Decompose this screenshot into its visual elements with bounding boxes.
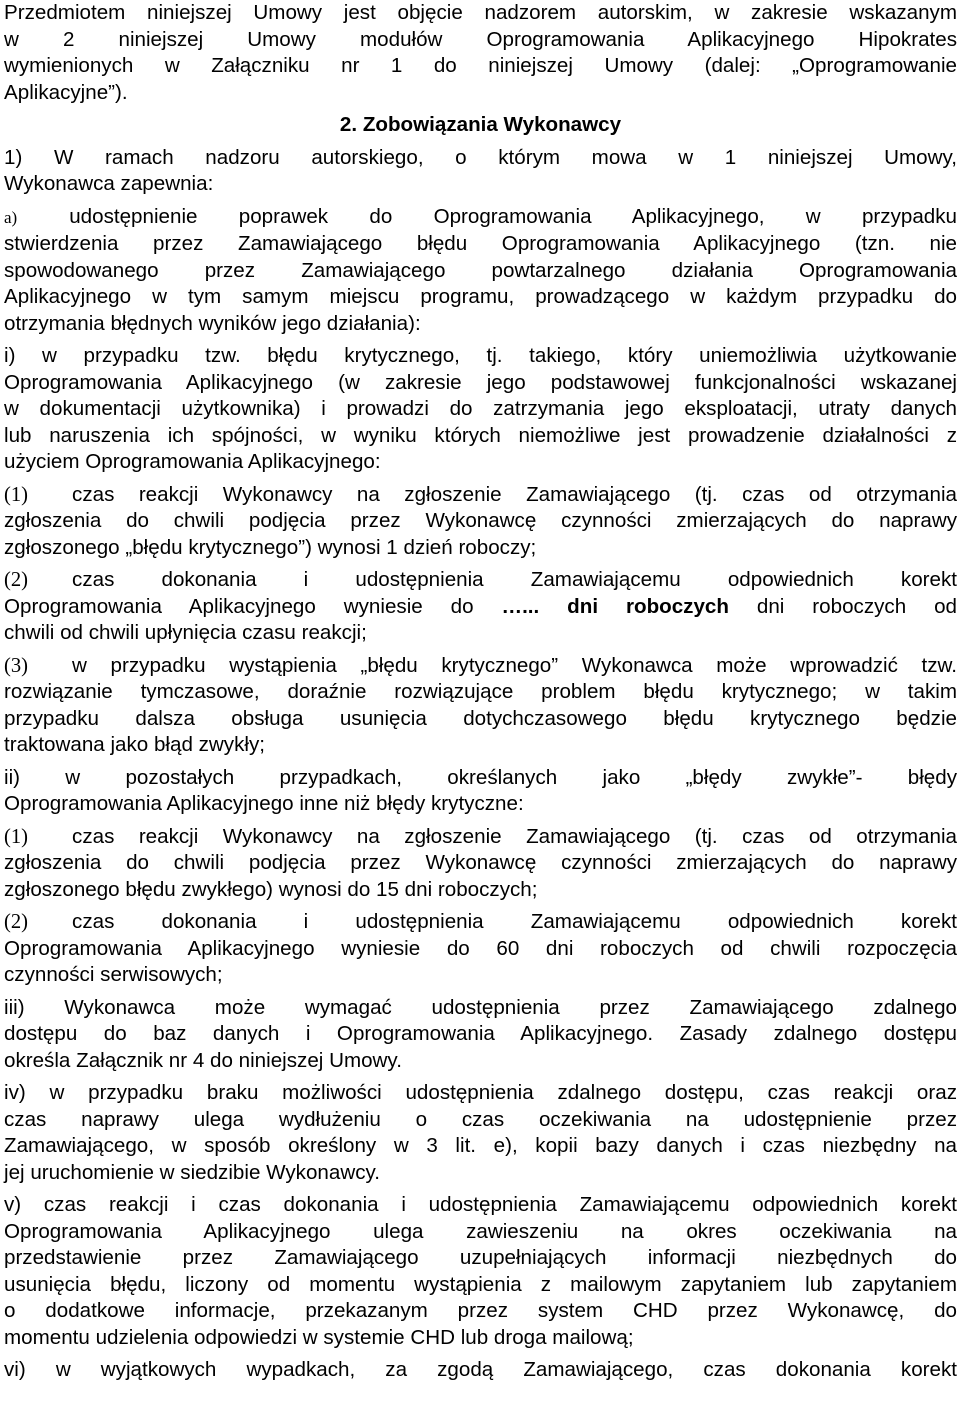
document-page xyxy=(4,0,957,1384)
text-line: rozwiązanie tymczasowe, doraźnie rozwiązujące problem błędu krytycznego; w takim xyxy=(4,680,957,703)
paragraph-i-3 xyxy=(4,653,957,759)
text-line: użyciem Oprogramowania Aplikacyjnego: xyxy=(4,450,381,473)
text-line: Przedmiotem niniejszej Umowy jest objęcie nadzorem autorskim, w zakresie wskazanym xyxy=(4,1,957,24)
text-line xyxy=(4,482,957,509)
text-line: dostępu do baz danych i Oprogramowania Aplikacyjnego. Zasady zdalnego dostępu xyxy=(4,1022,957,1045)
text-line: Oprogramowania Aplikacyjnego wyniesie do 60 dni roboczych od chwili rozpoczęcia xyxy=(4,936,957,960)
text-line: stwierdzenia przez Zamawiającego błędu Oprogramowania Aplikacyjnego (tzn. nie xyxy=(4,232,957,255)
text-span: czas dokonania i udostępnienia Zamawiającemu odpowiednich korekt xyxy=(72,910,957,933)
section-heading: 2. Zobowiązania Wykonawcy xyxy=(339,113,622,136)
list-label: (1) xyxy=(4,825,29,848)
paragraph-1 xyxy=(4,145,957,198)
text-span: czas reakcji Wykonawcy na zgłoszenie Zamawiającego (tj. czas od otrzymania xyxy=(72,482,957,506)
text-line: spowodowanego przez Zamawiającego powtarzalnego działania Oprogramowania xyxy=(4,258,957,282)
text-line: Wykonawca zapewnia: xyxy=(4,172,214,195)
text-line: traktowana jako błąd zwykły; xyxy=(4,733,265,756)
bold-placeholder: …... dni roboczych xyxy=(501,594,729,618)
intro-paragraph xyxy=(4,0,957,106)
text-line xyxy=(4,204,957,232)
paragraph-ii xyxy=(4,765,957,818)
text-span: dni roboczych od xyxy=(728,594,957,618)
paragraph-ii-1 xyxy=(4,824,957,904)
text-line: iii) Wykonawca może wymagać udostępnienia przez Zamawiającego zdalnego xyxy=(4,995,957,1019)
paragraph-v xyxy=(4,1192,957,1351)
text-line: Oprogramowania Aplikacyjnego inne niż błędy krytyczne: xyxy=(4,792,524,815)
list-label: (1) xyxy=(4,483,29,506)
text-line: otrzymania błędnych wyników jego działania): xyxy=(4,311,421,335)
text-line: Aplikacyjne”). xyxy=(4,80,128,104)
text-line: i) w przypadku tzw. błędu krytycznego, tj. takiego, który uniemożliwia użytkowanie xyxy=(4,344,957,367)
text-line: o dodatkowe informacje, przekazanym przez system CHD przez Wykonawcę, do xyxy=(4,1299,957,1322)
text-line xyxy=(4,653,957,680)
list-label: (3) xyxy=(4,654,29,677)
paragraph-vi xyxy=(4,1357,957,1384)
list-label: (2) xyxy=(4,569,29,591)
paragraph-iii xyxy=(4,995,957,1075)
paragraph-ii-2 xyxy=(4,909,957,989)
text-line: określa Załącznik nr 4 do niniejszej Umowy. xyxy=(4,1048,402,1072)
text-line: vi) w wyjątkowych wypadkach, za zgodą Zamawiającego, czas dokonania korekt xyxy=(4,1358,957,1381)
text-span: czas dokonania i udostępnienia Zamawiającemu odpowiednich korekt xyxy=(72,568,957,591)
paragraph-a xyxy=(4,204,957,338)
text-line: zgłoszenia do chwili podjęcia przez Wykonawcę czynności zmierzających do naprawy xyxy=(4,509,957,532)
text-span: Oprogramowania Aplikacyjnego wyniesie do xyxy=(4,594,502,618)
text-line: zgłoszenia do chwili podjęcia przez Wykonawcę czynności zmierzających do naprawy xyxy=(4,851,957,874)
text-line: jej uruchomienie w siedzibie Wykonawcy. xyxy=(4,1160,380,1184)
text-line xyxy=(4,909,957,936)
text-line: Oprogramowania Aplikacyjnego ulega zawieszeniu na okres oczekiwania na xyxy=(4,1219,957,1243)
text-line: czynności serwisowych; xyxy=(4,963,223,986)
paragraph-i-2 xyxy=(4,567,957,647)
list-label: a) xyxy=(4,207,18,227)
text-line: Oprogramowania Aplikacyjnego (w zakresie jego podstawowej funkcjonalności wskazanej xyxy=(4,370,957,394)
text-line: przypadku dalsza obsługa usunięcia dotychczasowego błędu krytycznego będzie xyxy=(4,706,957,730)
text-line: wymienionych w Załączniku nr 1 do niniejszej Umowy (dalej: „Oprogramowanie xyxy=(4,54,957,77)
text-line: usunięcia błędu, liczony od momentu wystąpienia z mailowym zapytaniem lub zapytaniem xyxy=(4,1272,957,1296)
text-line xyxy=(4,824,957,851)
text-line: ii) w pozostałych przypadkach, określanych jako „błędy zwykłe”- błędy xyxy=(4,765,957,789)
text-line xyxy=(4,594,957,621)
list-label: (2) xyxy=(4,911,29,933)
text-line: w dokumentacji użytkownika) i prowadzi do zatrzymania jego eksploatacji, utraty danych xyxy=(4,397,957,420)
text-line: czas naprawy ulega wydłużeniu o czas oczekiwania na udostępnienie przez xyxy=(4,1107,957,1131)
text-line: przedstawienie przez Zamawiającego uzupełniających informacji niezbędnych do xyxy=(4,1246,957,1269)
text-span: czas reakcji Wykonawcy na zgłoszenie Zamawiającego (tj. czas od otrzymania xyxy=(72,824,957,848)
text-span: w przypadku wystąpienia „błędu krytycznego” Wykonawca może wprowadzić tzw. xyxy=(72,653,957,677)
text-line xyxy=(4,567,957,594)
text-line: v) czas reakcji i czas dokonania i udostępnienia Zamawiającemu odpowiednich korekt xyxy=(4,1193,957,1216)
text-span: udostępnienie poprawek do Oprogramowania Aplikacyjnego, w przypadku xyxy=(69,204,957,228)
paragraph-i-1 xyxy=(4,482,957,562)
text-line: Aplikacyjnego w tym samym miejscu programu, prowadzącego w każdym przypadku do xyxy=(4,285,957,308)
paragraph-i xyxy=(4,343,957,476)
text-line: zgłoszonego błędu zwykłego) wynosi do 15 dni roboczych; xyxy=(4,877,538,901)
text-line: chwili od chwili upłynięcia czasu reakcji; xyxy=(4,621,367,644)
text-line: w 2 niniejszej Umowy modułów Oprogramowania Aplikacyjnego Hipokrates xyxy=(4,27,957,51)
text-line: zgłoszonego „błędu krytycznego”) wynosi 1 dzień roboczy; xyxy=(4,535,537,559)
text-line: Zamawiającego, w sposób określony w 3 lit. e), kopii bazy danych i czas niezbędny na xyxy=(4,1134,957,1157)
text-line: iv) w przypadku braku możliwości udostępnienia zdalnego dostępu, czas reakcji oraz xyxy=(4,1081,957,1104)
text-line: lub naruszenia ich spójności, w wyniku których niemożliwe jest prowadzenie działalności z xyxy=(4,423,957,447)
text-line: 1) W ramach nadzoru autorskiego, o którym mowa w 1 niniejszej Umowy, xyxy=(4,145,957,169)
paragraph-iv xyxy=(4,1080,957,1186)
text-line: momentu udzielenia odpowiedzi w systemie CHD lub droga mailową; xyxy=(4,1325,634,1349)
